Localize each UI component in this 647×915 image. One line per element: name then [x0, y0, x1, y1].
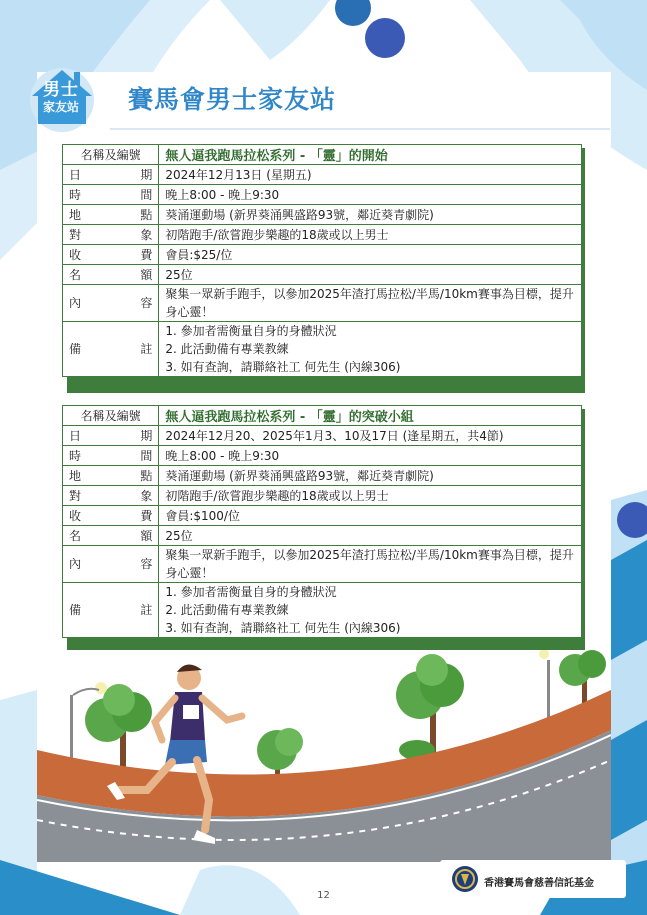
label-char: 日 — [69, 429, 82, 443]
row-value: 初階跑手/欲嘗跑步樂趣的18歲或以上男士 — [159, 486, 582, 506]
row-value: 晚上8:00 - 晚上9:30 — [159, 446, 582, 466]
label-char: 對 — [69, 228, 82, 242]
note-item: 3. 如有查詢，請聯絡社工 何先生 (內線306) — [165, 621, 401, 635]
note-item: 2. 此活動備有專業教練 — [165, 342, 289, 356]
table-row — [63, 265, 582, 285]
label-char: 容 — [140, 296, 153, 310]
row-label: 名稱及編號 — [63, 145, 159, 165]
event-title: 無人逼我跑馬拉松系列 - 「靈」的開始 — [159, 145, 582, 165]
page-number: 12 — [317, 890, 330, 901]
label-char: 間 — [140, 449, 153, 463]
label-char: 間 — [140, 188, 153, 202]
row-label — [63, 205, 159, 225]
organization-name: 香港賽馬會慈善信託基金 — [484, 878, 594, 889]
table-row — [63, 466, 582, 486]
row-label — [63, 322, 159, 377]
note-item: 2. 此活動備有專業教練 — [165, 603, 289, 617]
runner-illustration — [37, 650, 611, 862]
row-label — [63, 245, 159, 265]
label-char: 點 — [140, 208, 153, 222]
label-char: 名 — [69, 268, 82, 282]
row-value: 葵涌運動場 (新界葵涌興盛路93號，鄰近葵青劇院) — [159, 466, 582, 486]
label-char: 對 — [69, 489, 82, 503]
row-value: 25位 — [159, 265, 582, 285]
row-label — [63, 526, 159, 546]
table-row — [63, 322, 582, 377]
row-label — [63, 446, 159, 466]
table-row — [63, 205, 582, 225]
event-table — [62, 405, 582, 638]
label-char: 點 — [140, 469, 153, 483]
table-row — [63, 486, 582, 506]
title-divider — [110, 128, 610, 130]
row-value: 葵涌運動場 (新界葵涌興盛路93號，鄰近葵青劇院) — [159, 205, 582, 225]
jockey-club-seal-icon — [450, 864, 480, 894]
label-char: 地 — [69, 469, 82, 483]
label-char: 象 — [140, 489, 153, 503]
row-value: 2024年12月13日 (星期五) — [159, 165, 582, 185]
label-char: 收 — [69, 248, 82, 262]
row-label — [63, 486, 159, 506]
row-label — [63, 546, 159, 583]
label-char: 額 — [140, 529, 153, 543]
label-char: 收 — [69, 509, 82, 523]
table-row — [63, 185, 582, 205]
row-label: 名稱及編號 — [63, 406, 159, 426]
logo-text-primary: 男士 — [43, 80, 79, 100]
label-char: 期 — [140, 168, 153, 182]
label-char: 期 — [140, 429, 153, 443]
table-row — [63, 526, 582, 546]
notes-cell — [159, 322, 582, 377]
row-label — [63, 225, 159, 245]
row-label — [63, 185, 159, 205]
table-row — [63, 406, 582, 426]
row-label — [63, 466, 159, 486]
row-value: 會員:$25/位 — [159, 245, 582, 265]
row-value: 晚上8:00 - 晚上9:30 — [159, 185, 582, 205]
label-char: 名 — [69, 529, 82, 543]
label-char: 費 — [140, 248, 153, 262]
label-char: 時 — [69, 188, 82, 202]
note-item: 1. 參加者需衡量自身的身體狀況 — [165, 585, 337, 599]
label-char: 費 — [140, 509, 153, 523]
label-char: 內 — [69, 557, 82, 571]
table-row — [63, 506, 582, 526]
event-title: 無人逼我跑馬拉松系列 - 「靈」的突破小組 — [159, 406, 582, 426]
table-row — [63, 145, 582, 165]
note-item: 3. 如有查詢，請聯絡社工 何先生 (內線306) — [165, 360, 401, 374]
table-row — [63, 446, 582, 466]
table-row — [63, 245, 582, 265]
row-value: 2024年12月20、2025年1月3、10及17日 (逢星期五，共4節) — [159, 426, 582, 446]
row-label — [63, 285, 159, 322]
row-label — [63, 506, 159, 526]
table-row — [63, 426, 582, 446]
note-item: 1. 參加者需衡量自身的身體狀況 — [165, 324, 337, 338]
row-label — [63, 165, 159, 185]
row-label — [63, 583, 159, 638]
label-char: 註 — [140, 603, 153, 617]
row-value: 聚集一眾新手跑手，以參加2025年渣打馬拉松/半馬/10km賽事為目標，提升身心靈！ — [159, 285, 582, 322]
notes-cell — [159, 583, 582, 638]
table-row — [63, 225, 582, 245]
row-label — [63, 265, 159, 285]
page-title: 賽馬會男士家友站 — [128, 85, 337, 114]
label-char: 時 — [69, 449, 82, 463]
label-char: 註 — [140, 342, 153, 356]
label-char: 象 — [140, 228, 153, 242]
table-row — [63, 285, 582, 322]
label-char: 日 — [69, 168, 82, 182]
logo-text-secondary: 家友站 — [42, 100, 79, 114]
table-row — [63, 583, 582, 638]
label-char: 備 — [69, 342, 82, 356]
label-char: 容 — [140, 557, 153, 571]
table-row — [63, 546, 582, 583]
row-value: 25位 — [159, 526, 582, 546]
table-row — [63, 165, 582, 185]
row-value: 初階跑手/欲嘗跑步樂趣的18歲或以上男士 — [159, 225, 582, 245]
label-char: 額 — [140, 268, 153, 282]
event-table — [62, 144, 582, 377]
row-value: 聚集一眾新手跑手，以參加2025年渣打馬拉松/半馬/10km賽事為目標，提升身心靈！ — [159, 546, 582, 583]
row-value: 會員:$100/位 — [159, 506, 582, 526]
label-char: 內 — [69, 296, 82, 310]
label-char: 備 — [69, 603, 82, 617]
label-char: 地 — [69, 208, 82, 222]
row-label — [63, 426, 159, 446]
